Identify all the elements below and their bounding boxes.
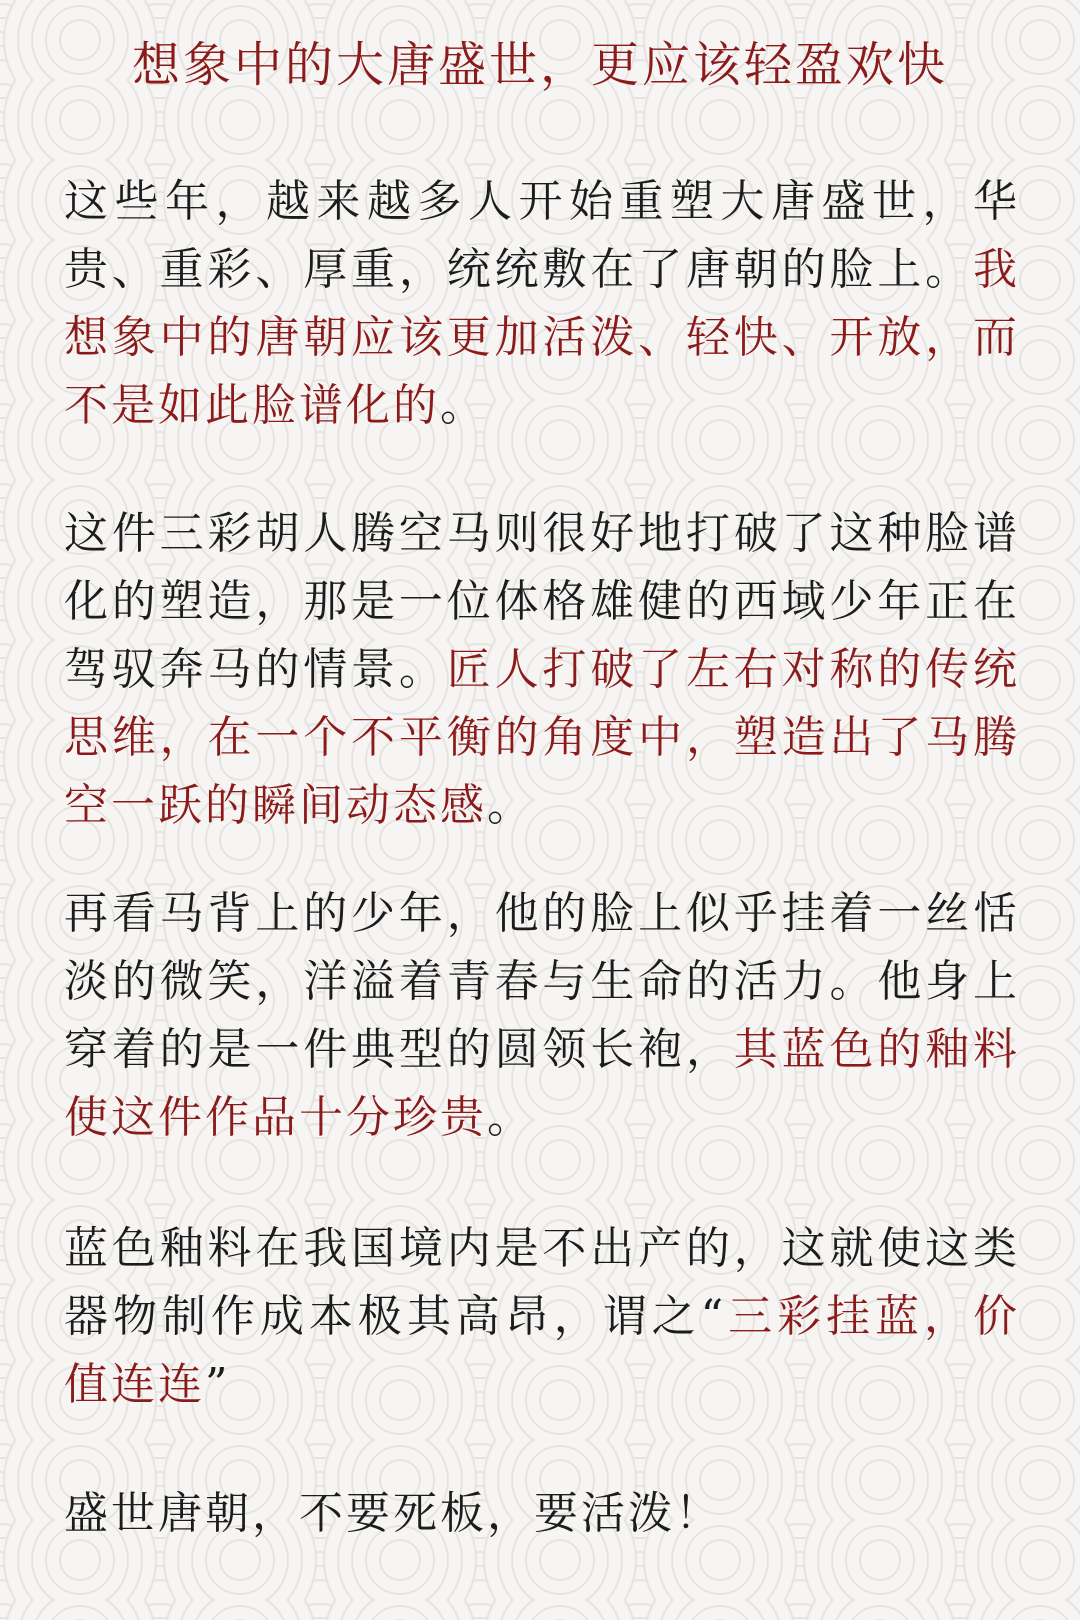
paragraph-1-highlight: 我想象中的唐朝应该更加活泼、轻快、开放，而不是如此脸谱化的: [64, 244, 1020, 431]
paragraph-1: [64, 168, 1020, 440]
paragraph-4-highlight: 三彩挂蓝，价值连连: [64, 1291, 1020, 1410]
paragraph-2-highlight: 匠人打破了左右对称的传统思维，在一个不平衡的角度中，塑造出了马腾空一跃的瞬间动态感: [64, 644, 1021, 831]
paragraph-2-text: 这件三彩胡人腾空马则很好地打破了这种脸谱化的塑造，那是一位体格雄健的西域少年正在驾驭奔马的情景。: [64, 508, 1020, 695]
article-title: 想象中的大唐盛世，更应该轻盈欢快: [131, 37, 948, 93]
paragraph-4-text: 蓝色釉料在我国境内是不出产的，这就使这类器物制作成本极其高昂，谓之“: [64, 1223, 1020, 1342]
paragraph-2: [64, 500, 1020, 840]
paragraph-4-tail: ”: [205, 1359, 231, 1410]
paragraph-3-highlight: 其蓝色的釉料使这件作品十分珍贵: [64, 1024, 1021, 1143]
paragraph-3: [64, 880, 1020, 1152]
paragraph-3-tail: 。: [487, 1092, 534, 1143]
paragraph-5-text: 盛世唐朝，不要死板，要活泼！: [64, 1488, 722, 1539]
paragraph-1-text: 这些年，越来越多人开始重塑大唐盛世，华贵、重彩、厚重，统统敷在了唐朝的脸上。: [64, 176, 1020, 295]
paragraph-4: [64, 1215, 1020, 1419]
paragraph-5: [64, 1480, 1020, 1548]
paragraph-2-tail: 。: [487, 780, 534, 831]
paragraph-1-tail: 。: [440, 380, 487, 431]
paragraph-3-text: 再看马背上的少年，他的脸上似乎挂着一丝恬淡的微笑，洋溢着青春与生命的活力。他身上穿着的是一件典型的圆领长袍，: [64, 888, 1020, 1075]
